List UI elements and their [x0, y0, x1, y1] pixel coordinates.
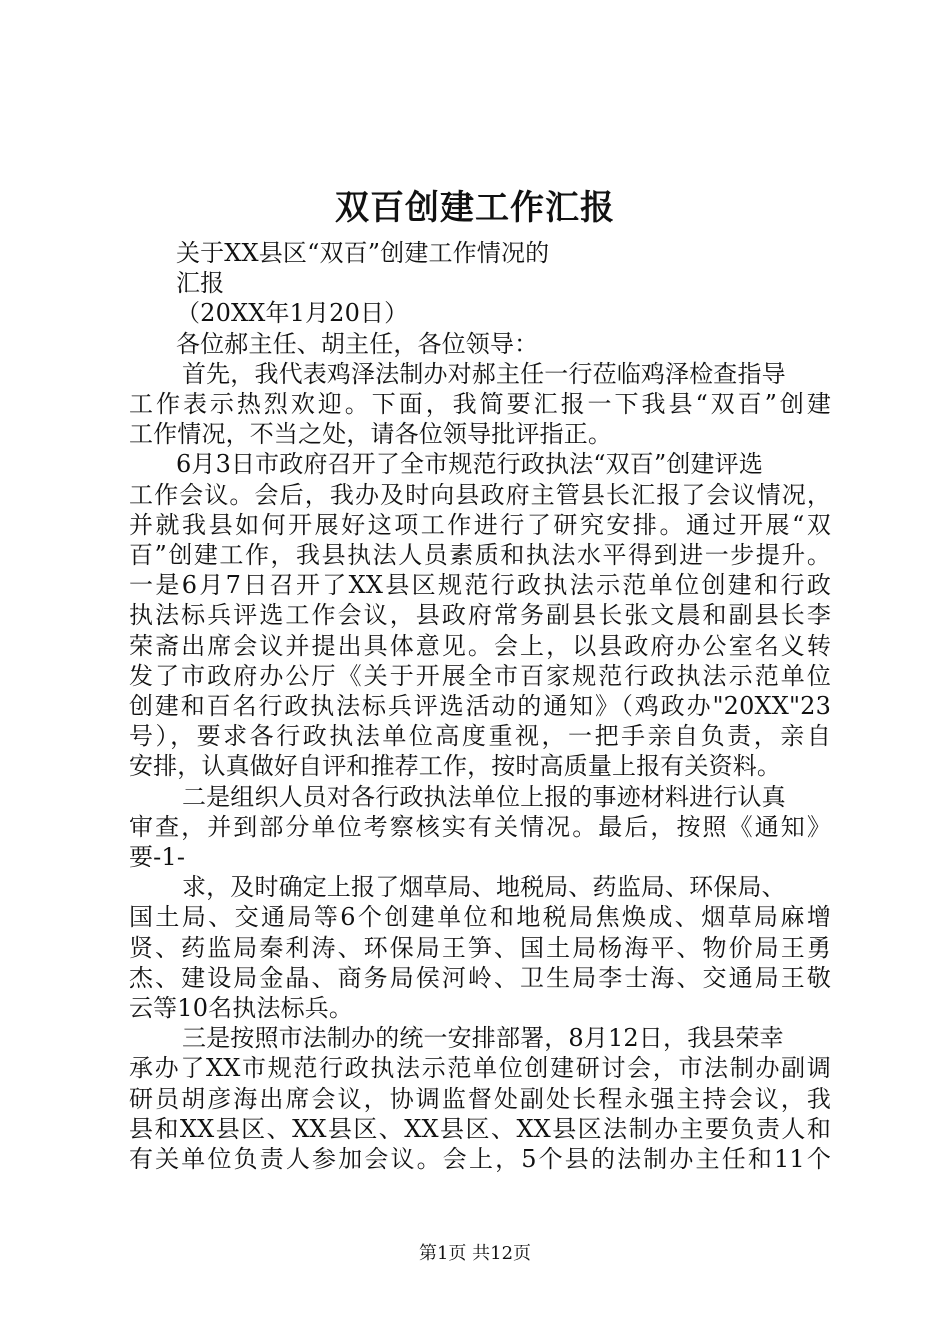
text-line: 工作情况，不当之处，请各位领导批评指正。: [129, 420, 612, 449]
text-line: 各位郝主任、胡主任，各位领导：: [176, 329, 539, 358]
text-line: 发了市政府办公厅《关于开展全市百家规范行政执法示范单位: [129, 661, 831, 690]
text-line: 杰、建设局金晶、商务局侯河岭、卫生局李士海、交通局王敬: [129, 963, 831, 992]
text-line: 审查，并到部分单位考察核实有关情况。最后，按照《通知》: [129, 812, 831, 841]
text-line: 百”创建工作，我县执法人员素质和执法水平得到进一步提升。: [129, 541, 831, 570]
text-line: 三是按照市法制办的统一安排部署，8月12日，我县荣幸: [182, 1024, 784, 1053]
text-line: 求，及时确定上报了烟草局、地税局、药监局、环保局、: [182, 873, 786, 902]
text-line: 荣斋出席会议并提出具体意见。会上，以县政府办公室名义转: [129, 631, 831, 660]
text-line: 有关单位负责人参加会议。会上，5个县的法制办主任和11个: [129, 1145, 831, 1174]
text-line: 县和XX县区、XX县区、XX县区、XX县区法制办主要负责人和: [129, 1114, 831, 1143]
text-line: 汇报: [176, 269, 225, 298]
text-line: 要-1-: [129, 843, 186, 872]
text-line: 研员胡彦海出席会议，协调监督处副处长程永强主持会议，我: [129, 1084, 831, 1113]
text-line: 承办了XX市规范行政执法示范单位创建研讨会，市法制办副调: [129, 1054, 831, 1083]
text-line: 贤、药监局秦利涛、环保局王笋、国土局杨海平、物价局王勇: [129, 933, 831, 962]
text-line: 一是6月7日召开了XX县区规范行政执法示范单位创建和行政: [129, 571, 831, 600]
text-line: 6月3日市政府召开了全市规范行政执法“双百”创建评选: [176, 450, 763, 479]
text-line: 关于XX县区“双百”创建工作情况的: [176, 239, 550, 267]
text-line: 创建和百名行政执法标兵评选活动的通知》（鸡政办"20XX"23: [129, 692, 831, 721]
page-number-footer: 第1页 共12页: [418, 1243, 532, 1264]
text-line: 首先，我代表鸡泽法制办对郝主任一行莅临鸡泽检查指导: [182, 359, 786, 388]
text-line: 国土局、交通局等6个创建单位和地税局焦焕成、烟草局麻增: [129, 903, 831, 932]
text-line: 二是组织人员对各行政执法单位上报的事迹材料进行认真: [182, 782, 786, 811]
text-line: 工作表示热烈欢迎。下面，我简要汇报一下我县“双百”创建: [129, 390, 831, 419]
text-line: 安排，认真做好自评和推荐工作，按时高质量上报有关资料。: [129, 752, 782, 781]
text-line: 并就我县如何开展好这项工作进行了研究安排。通过开展“双: [129, 510, 831, 539]
text-line: 云等10名执法标兵。: [129, 994, 354, 1023]
text-line: 工作会议。会后，我办及时向县政府主管县长汇报了会议情况，: [129, 480, 831, 509]
document-title: 双百创建工作汇报: [335, 188, 615, 228]
text-line: 号），要求各行政执法单位高度重视，一把手亲自负责，亲自: [129, 722, 831, 751]
text-line: 执法标兵评选工作会议，县政府常务副县长张文晨和副县长李: [129, 601, 831, 630]
document-body: [129, 238, 831, 1174]
text-line: （20XX年1月20日）: [176, 299, 409, 328]
